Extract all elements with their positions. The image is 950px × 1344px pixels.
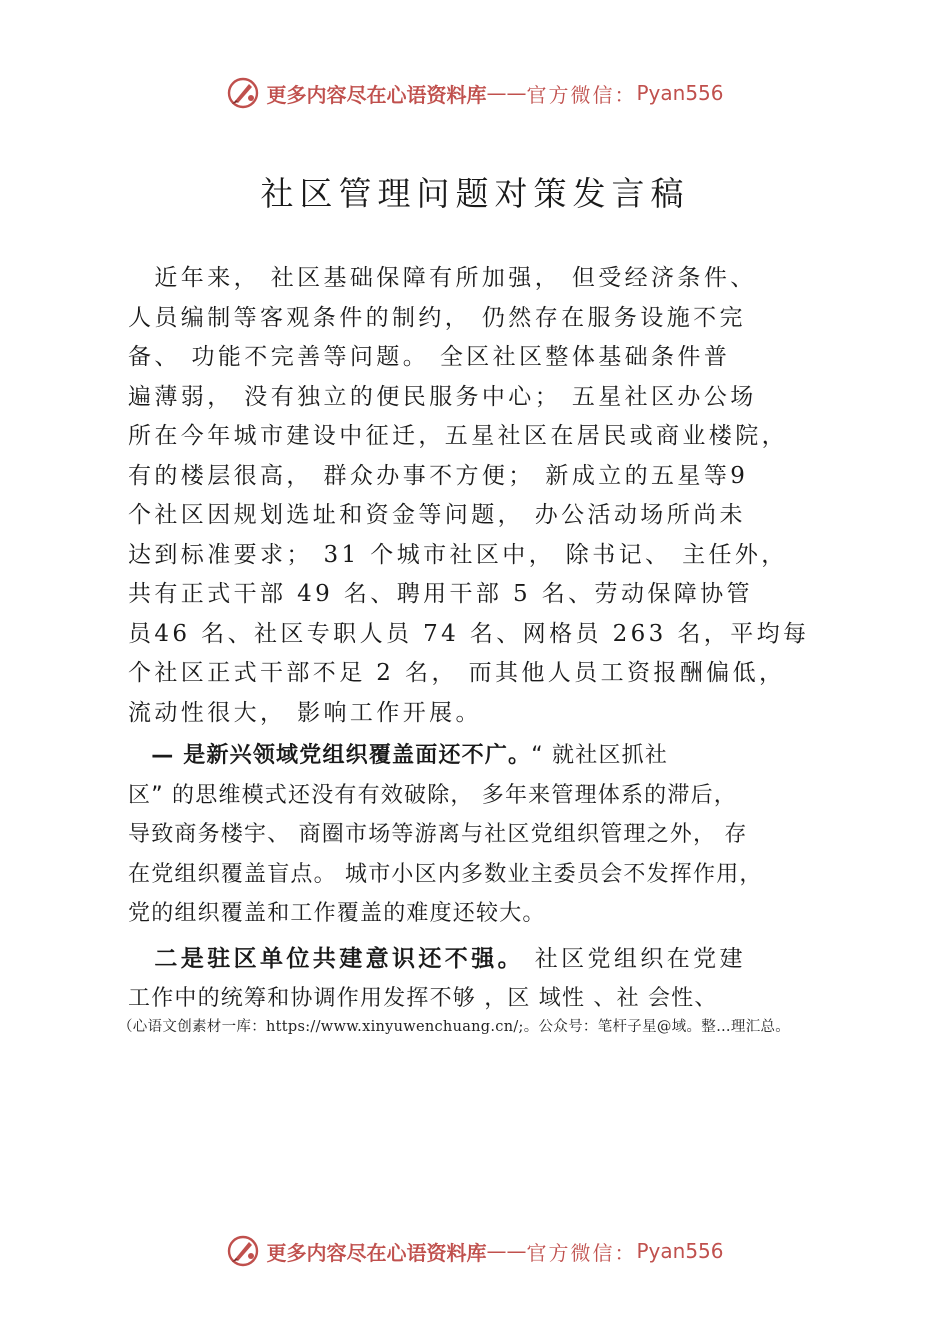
paragraph-1 <box>128 259 840 733</box>
para1-line: 流动性很大， 影响工作开展。 <box>128 699 482 726</box>
para2-line: 导致商务楼宇、 商圈市场等游离与社区党组织管理之外， 存 <box>128 822 748 847</box>
para1-line: 人员编制等客观条件的制约， 仍然存在服务设施不完 <box>128 304 746 331</box>
para1-line: 所在今年城市建设中征迁，五星社区在居民或商业楼院， <box>128 423 788 449</box>
para1-line: 遍薄弱， 没有独立的便民服务中心； 五星社区办公场 <box>128 383 757 410</box>
header-banner <box>0 68 950 118</box>
footer-banner <box>0 1226 950 1276</box>
para1-line: 个社区因规划选址和资金等问题， 办公活动场所尚未 <box>128 502 746 528</box>
banner-wechat-label: 官方微信： <box>526 1240 637 1265</box>
para3-line: 工作中的统筹和协调作用发挥不够 ，区 域性 、社 会性、 <box>128 986 718 1011</box>
pen-nib-logo-icon <box>226 1234 260 1268</box>
para2-line: 区” 的思维模式还没有有效破除， 多年来管理体系的滞后， <box>128 782 737 808</box>
para2-first-rest: “ 就社区抓社 <box>531 743 669 768</box>
banner-separator: —— <box>486 81 527 105</box>
banner-separator: —— <box>486 1239 527 1263</box>
pen-nib-logo-icon <box>226 76 260 110</box>
document-body <box>128 259 840 1019</box>
document-title: 社区管理问题对策发言稿 <box>260 174 690 213</box>
banner-wechat-id: Pyan556 <box>636 1239 724 1263</box>
para2-first-line <box>128 736 840 776</box>
banner-text: 更多内容尽在心语资料库 <box>266 1240 487 1265</box>
para1-line: 共有正式干部 49 名、聘用干部 5 名、劳动保障协管 <box>128 581 753 607</box>
para2-line: 在党组织覆盖盲点。 城市小区内多数业主委员会不发挥作用， <box>128 861 763 887</box>
para3-first-rest: 社区党组织在党建 <box>524 945 746 972</box>
para1-line: 个社区正式干部不足 2 名， 而其他人员工资报酬偏低， <box>128 660 786 686</box>
para2-line: 党的组织覆盖和工作覆盖的难度还较大。 <box>128 901 546 926</box>
banner-text: 更多内容尽在心语资料库 <box>266 82 487 107</box>
banner-wechat-id: Pyan556 <box>636 81 724 105</box>
para1-line: 达到标准要求； 31 个城市社区中， 除书记、 主任外， <box>128 541 788 568</box>
paragraph-2 <box>128 736 840 934</box>
banner-wechat-label: 官方微信： <box>526 82 637 107</box>
source-footnote: （心语文创素材一库：https://www.xinyuwenchuang.cn/;。公众号：笔杆子星@域。整…理汇总。 <box>118 1019 791 1035</box>
para2-heading: — 是新兴领域党组织覆盖面还不广。 <box>128 743 532 768</box>
para3-heading: 二是驻区单位共建意识还不强。 <box>128 945 524 972</box>
para1-line: 员46 名、社区专职人员 74 名、网格员 263 名，平均每 <box>128 620 810 647</box>
para1-line: 近年来， 社区基础保障有所加强， 但受经济条件、 <box>128 265 757 291</box>
para1-line: 有的楼层很高， 群众办事不方便； 新成立的五星等9 <box>128 462 749 489</box>
para3-first-line <box>128 940 840 980</box>
para1-line: 备、 功能不完善等问题。 全区社区整体基础条件普 <box>128 344 731 370</box>
paragraph-3 <box>128 940 840 1019</box>
